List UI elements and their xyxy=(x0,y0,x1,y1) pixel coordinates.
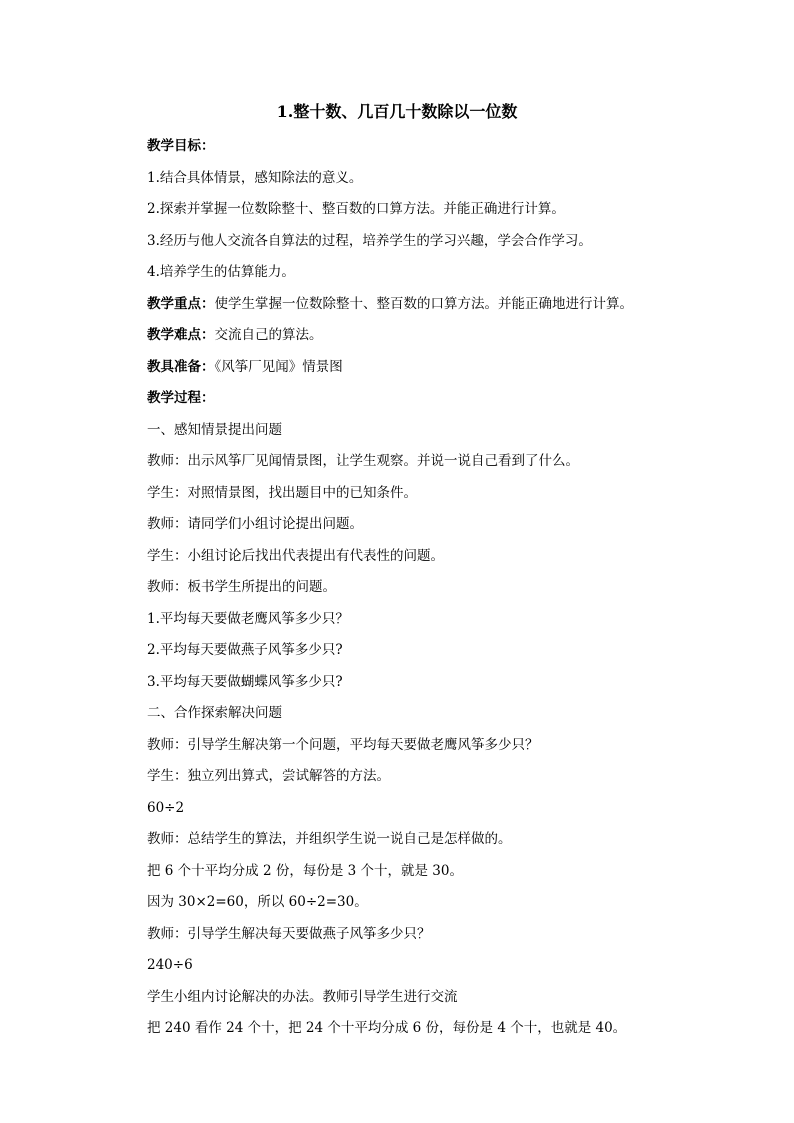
equation: 240÷6 xyxy=(147,957,193,973)
objectives-heading: 教学目标： xyxy=(147,138,215,154)
difficulty-label: 教学难点： xyxy=(147,327,215,343)
process-line: 教师：出示风筝厂见闻情景图，让学生观察。并说一说自己看到了什么。 xyxy=(147,453,579,469)
document-title: 1.整十数、几百几十数除以一位数 xyxy=(276,102,518,121)
process-line: 学生小组内讨论解决的办法。教师引导学生进行交流 xyxy=(147,988,458,1005)
process-line: 教师：请同学们小组讨论提出问题。 xyxy=(147,516,363,532)
document-body xyxy=(147,134,707,1048)
key-point-text: 使学生掌握一位数除整十、整百数的口算方法。并能正确地进行计算。 xyxy=(214,295,633,312)
objective-item: 2.探索并掌握一位数除整十、整百数的口算方法。并能正确进行计算。 xyxy=(147,201,565,217)
process-line: 把 240 看作 24 个十，把 24 个十平均分成 6 份，每份是 4 个十，也就是 40。 xyxy=(147,1020,627,1036)
process-line: 教师：板书学生所提出的问题。 xyxy=(147,579,336,595)
question-item: 2.平均每天要做燕子风筝多少只? xyxy=(147,642,343,658)
process-line: 学生：对照情景图，找出题目中的已知条件。 xyxy=(147,484,417,501)
materials-text: 《风筝厂见闻》情景图 xyxy=(214,358,343,375)
difficulty xyxy=(147,323,707,355)
materials xyxy=(147,355,707,387)
question-item: 1.平均每天要做老鹰风筝多少只？ xyxy=(147,610,349,627)
objective-item: 1.结合具体情景，感知除法的意义。 xyxy=(147,169,363,186)
section-heading: 一、感知情景提出问题 xyxy=(147,421,282,438)
process-line: 教师：总结学生的算法，并组织学生说一说自己是怎样做的。 xyxy=(147,831,512,847)
section-heading: 二、合作探索解决问题 xyxy=(147,705,282,721)
key-point-label: 教学重点： xyxy=(147,295,215,312)
process-line: 教师：引导学生解决第一个问题，平均每天要做老鹰风筝多少只？ xyxy=(147,736,539,753)
question-item: 3.平均每天要做蝴蝶风筝多少只? xyxy=(147,673,343,690)
objective-item: 3.经历与他人交流各自算法的过程，培养学生的学习兴趣，学会合作学习。 xyxy=(147,232,592,249)
process-line: 学生：独立列出算式，尝试解答的方法。 xyxy=(147,768,390,784)
process-heading: 教学过程： xyxy=(147,390,215,406)
objective-item: 4.培养学生的估算能力。 xyxy=(147,264,295,280)
process-line: 因为 30×2=60，所以 60÷2=30。 xyxy=(147,894,368,910)
difficulty-text: 交流自己的算法。 xyxy=(214,327,323,343)
process-line: 教师：引导学生解决每天要做燕子风筝多少只？ xyxy=(147,925,431,942)
materials-label: 教具准备： xyxy=(147,358,215,375)
process-line: 把 6 个十平均分成 2 份，每份是 3 个十，就是 30。 xyxy=(147,862,463,879)
process-line: 学生：小组讨论后找出代表提出有代表性的问题。 xyxy=(147,547,444,564)
equation: 60÷2 xyxy=(147,799,185,816)
key-point xyxy=(147,292,707,324)
